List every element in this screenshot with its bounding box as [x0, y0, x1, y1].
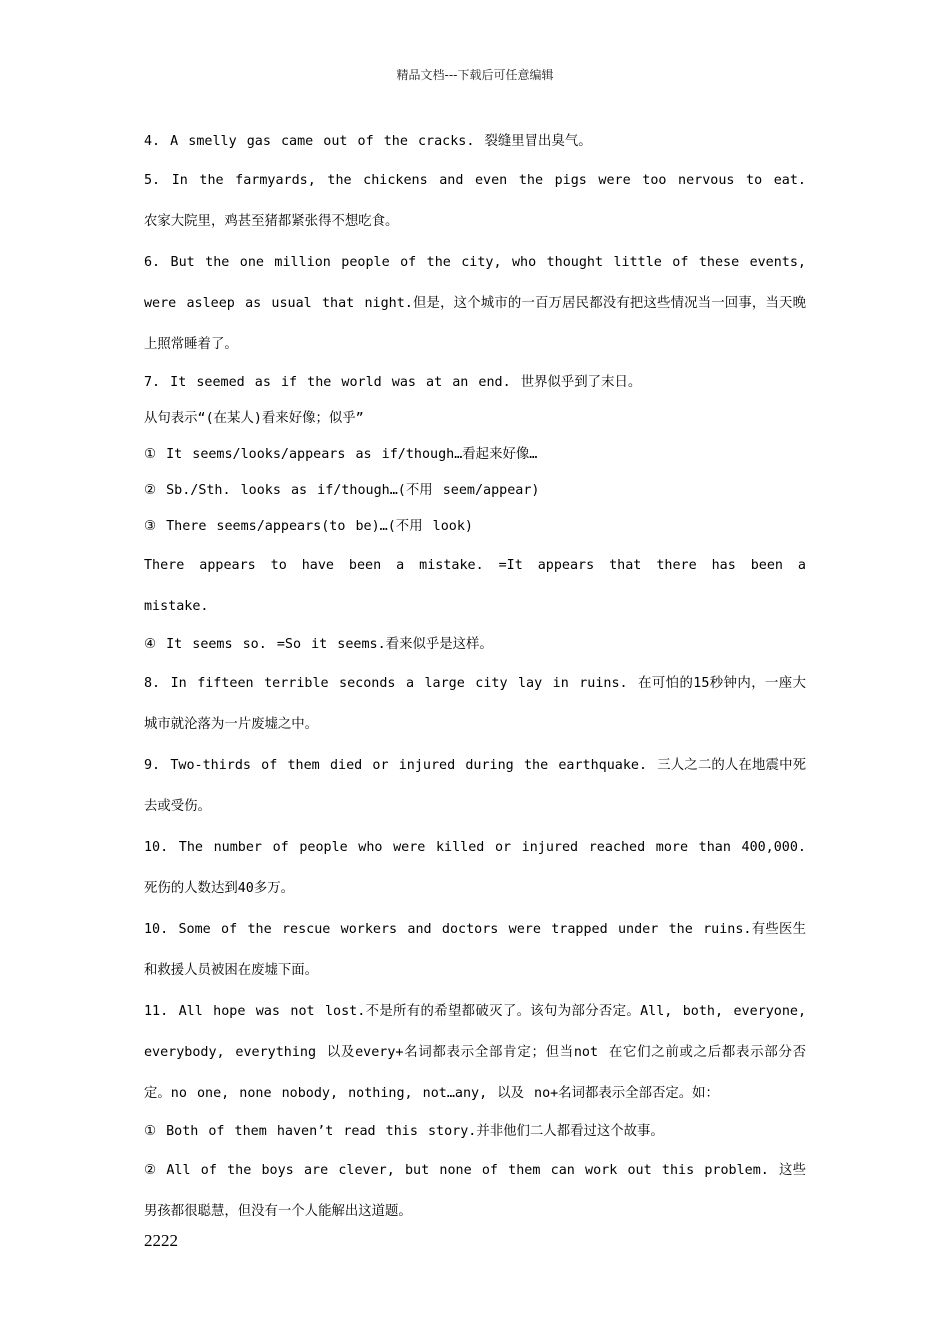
paragraph-item-11: 11. All hope was not lost.不是所有的希望都破灭了。该句为部分否定。All, both, everyone, everybody, everything 以及every+名词都表示全部肯定；但当not 在它们之前或之后都表示部分否定。no one, none nobody, nothing, not…any, 以及 no+名词都表示全部否定。如：: [144, 1004, 806, 1101]
paragraph-item-9: 9. Two-thirds of them died or injured during the earthquake. 三人之二的人在地震中死去或受伤。: [144, 758, 806, 814]
example-sentence-2: ② All of the boys are clever, but none of them can work out this problem. 这些男孩都很聪慧，但没有一个人能解出这道题。: [144, 1163, 806, 1219]
grammar-note-point-2: ② Sb./Sth. looks as if/though…(不用 seem/appear): [144, 483, 540, 498]
grammar-note-point-3: ③ There seems/appears(to be)…(不用 look): [144, 519, 473, 534]
paragraph-item-7: 7. It seemed as if the world was at an end. 世界似乎到了末日。: [144, 375, 642, 390]
paragraph-item-10b: 10. Some of the rescue workers and doctors were trapped under the ruins.有些医生和救援人员被困在废墟下面。: [144, 922, 806, 978]
page-number: 2222: [144, 1231, 178, 1250]
grammar-note-heading: 从句表示“(在某人)看来好像；似乎”: [144, 411, 364, 426]
grammar-note-example: There appears to have been a mistake. =It appears that there has been a mistake.: [144, 558, 806, 614]
grammar-note-point-1: ① It seems/looks/appears as if/though…看起来好像…: [144, 447, 538, 462]
paragraph-item-6: 6. But the one million people of the city, who thought little of these events, were asleep as usual that night.但是，这个城市的一百万居民都没有把这些情况当一回事，当天晚上照常睡着了。: [144, 255, 806, 352]
example-sentence-1: ① Both of them haven’t read this story.并非他们二人都看过这个故事。: [144, 1124, 664, 1139]
paragraph-item-4: 4. A smelly gas came out of the cracks. 裂缝里冒出臭气。: [144, 134, 592, 149]
paragraph-item-5: 5. In the farmyards, the chickens and even the pigs were too nervous to eat. 农家大院里，鸡甚至猪都紧张得不想吃食。: [144, 173, 806, 229]
page-header: 精品文档---下载后可任意编辑: [396, 68, 554, 82]
paragraph-item-8: 8. In fifteen terrible seconds a large city lay in ruins. 在可怕的15秒钟内，一座大城市就沦落为一片废墟之中。: [144, 676, 806, 732]
document-body: [144, 124, 806, 1232]
paragraph-item-10a: 10. The number of people who were killed or injured reached more than 400,000. 死伤的人数达到40多万。: [144, 840, 806, 896]
grammar-note-point-4: ④ It seems so. =So it seems.看来似乎是这样。: [144, 637, 493, 652]
